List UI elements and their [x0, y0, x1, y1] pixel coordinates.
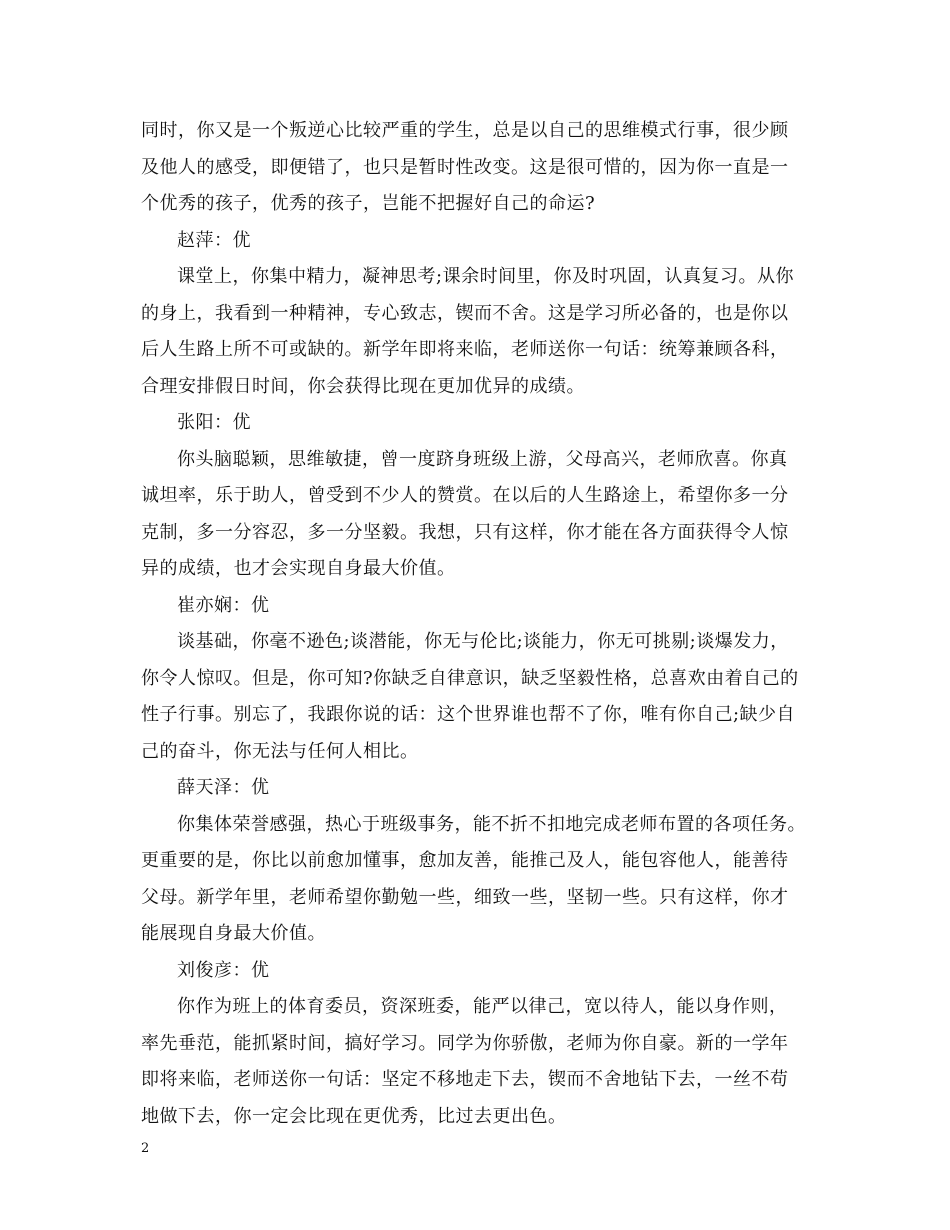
text-line: 能展现自身最大价值。: [141, 923, 326, 944]
text-line: 赵萍：优: [177, 229, 251, 251]
text-line: 刘俊彦：优: [177, 959, 270, 981]
text-line: 你头脑聪颖，思维敏捷，曾一度跻身班级上游，父母高兴，老师欣喜。你真: [177, 448, 788, 470]
text-line: 薛天泽：优: [177, 777, 270, 798]
text-line: 克制，多一分容忍，多一分坚毅。我想，只有这样，你才能在各方面获得令人惊: [141, 521, 789, 543]
text-line: 己的奋斗，你无法与任何人相比。: [141, 740, 419, 762]
text-line: 个优秀的孩子，优秀的孩子，岂能不把握好自己的命运?: [141, 193, 596, 214]
text-line: 即将来临，老师送你一句话：坚定不移地走下去，锲而不舍地钻下去，一丝不苟: [141, 1069, 789, 1090]
text-line: 更重要的是，你比以前愈加懂事，愈加友善，能推己及人，能包容他人，能善待: [141, 850, 789, 871]
text-line: 你令人惊叹。但是，你可知?你缺乏自律意识，缺乏坚毅性格，总喜欢由着自己的: [141, 667, 799, 689]
document-body: [141, 113, 811, 1135]
text-line: 张阳：优: [177, 412, 251, 433]
text-line: 及他人的感受，即便错了，也只是暂时性改变。这是很可惜的，因为你一直是一: [141, 156, 789, 178]
text-line: 父母。新学年里，老师希望你勤勉一些，细致一些，坚韧一些。只有这样，你才: [141, 886, 789, 908]
text-line: 异的成绩，也才会实现自身最大价值。: [141, 558, 456, 579]
text-line: 同时，你又是一个叛逆心比较严重的学生，总是以自己的思维模式行事，很少顾: [141, 120, 789, 141]
text-line: 你集体荣誉感强，热心于班级事务，能不折不扣地完成老师布置的各项任务。: [177, 813, 806, 835]
text-line: 合理安排假日时间，你会获得比现在更加优异的成绩。: [141, 375, 585, 397]
text-line: 地做下去，你一定会比现在更优秀，比过去更出色。: [141, 1105, 567, 1127]
text-line: 课堂上，你集中精力，凝神思考;课余时间里，你及时巩固，认真复习。从你: [177, 266, 795, 287]
text-line: 率先垂范，能抓紧时间，搞好学习。同学为你骄傲，老师为你自豪。新的一学年: [141, 1032, 789, 1054]
text-line: 崔亦娴：优: [177, 594, 270, 616]
text-line: 谈基础，你毫不逊色;谈潜能，你无与伦比;谈能力，你无可挑剔;谈爆发力，: [177, 631, 789, 652]
text-line: 的身上，我看到一种精神，专心致志，锲而不舍。这是学习所必备的，也是你以: [141, 302, 789, 324]
text-line: 后人生路上所不可或缺的。新学年即将来临，老师送你一句话：统筹兼顾各科，: [141, 339, 789, 360]
text-line: 性子行事。别忘了，我跟你说的话：这个世界谁也帮不了你，唯有你自己;缺少自: [141, 704, 796, 725]
text-line: 你作为班上的体育委员，资深班委，能严以律己，宽以待人，能以身作则，: [177, 996, 788, 1017]
text-line: 诚坦率，乐于助人，曾受到不少人的赞赏。在以后的人生路途上，希望你多一分: [141, 485, 789, 506]
page-number: 2: [141, 1141, 150, 1156]
